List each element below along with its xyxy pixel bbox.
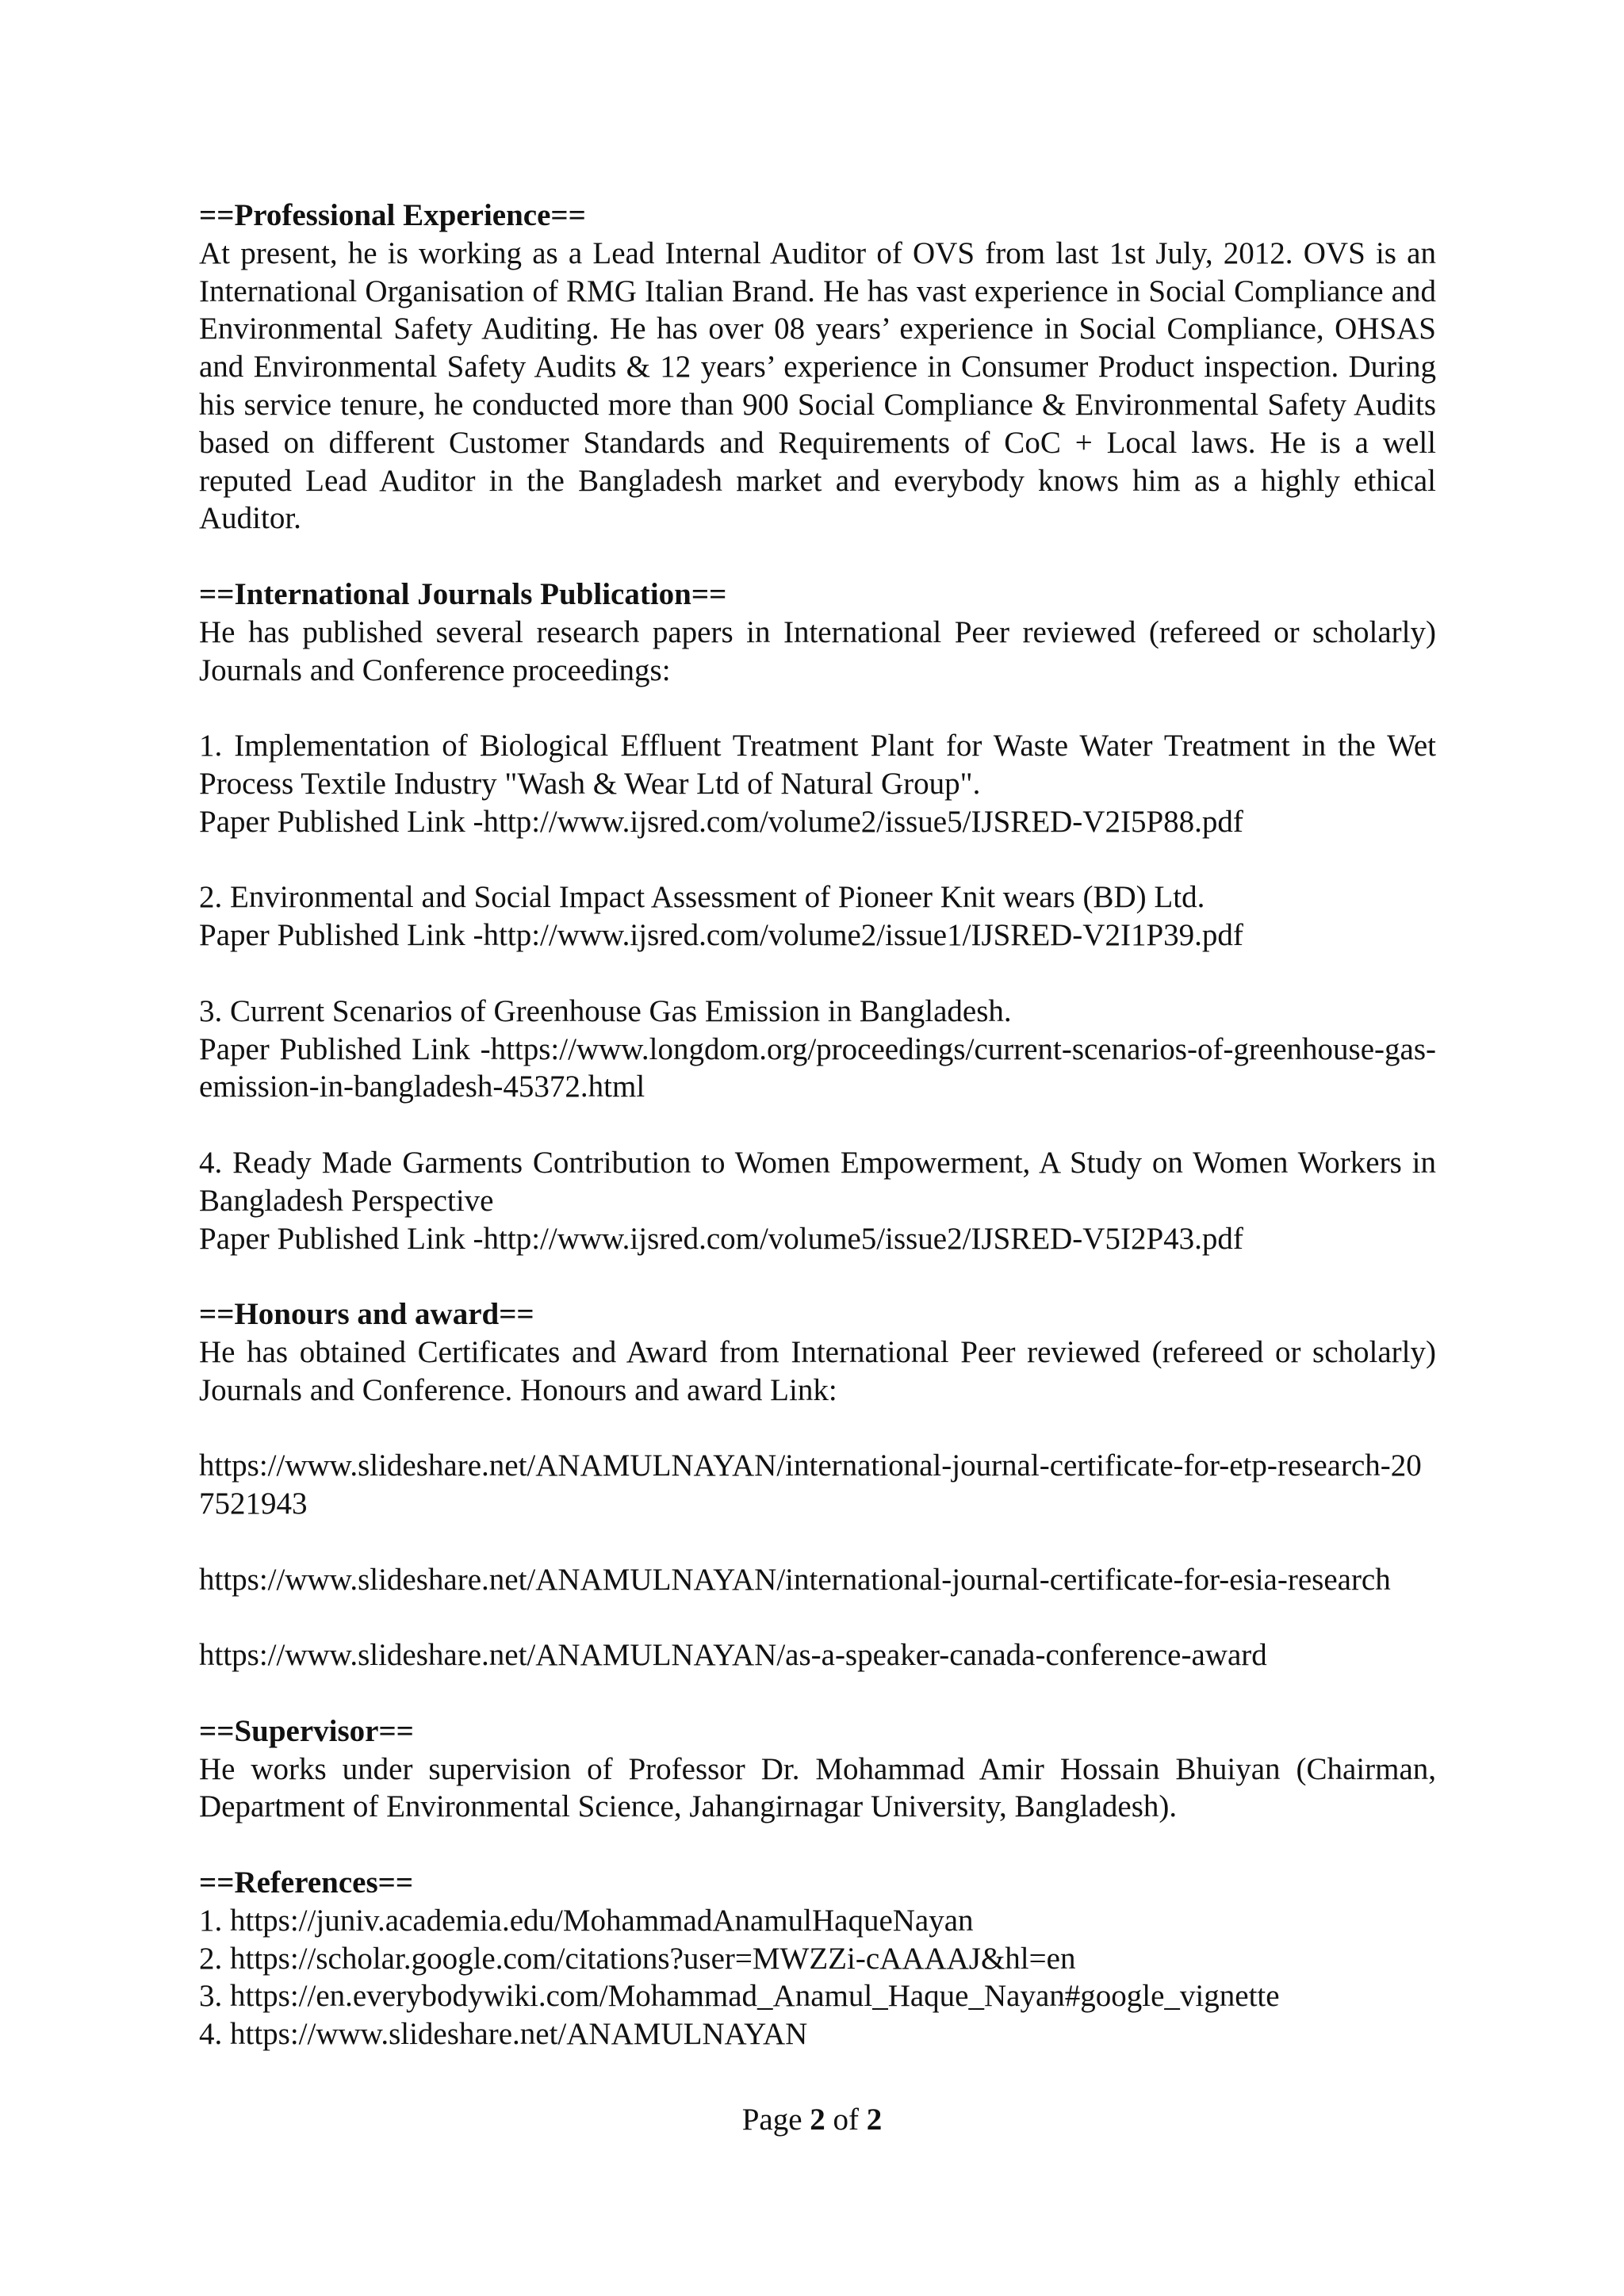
honours-link[interactable]: https://www.slideshare.net/ANAMULNAYAN/international-journal-certificate-for-esia-research	[199, 1562, 1391, 1597]
spacer	[199, 1598, 1436, 1636]
professional-experience-text: At present, he is working as a Lead Internal Auditor of OVS from last 1st July, 2012. OVS is an International Organisation of RMG Italian Brand. He has vast experience in Social Compliance and Environmental Safety Auditing. He has over 08 years’ experience in Social Compliance, OHSAS and Environmental Safety Audits & 12 years’ experience in Consumer Product inspection. During his service tenure, he conducted more than 900 Social Compliance & Environmental Safety Audits based on different Customer Standards and Requirements of CoC + Local laws. He is a well reputed Lead Auditor in the Bangladesh market and everybody knows him as a highly ethical Auditor.	[199, 235, 1436, 536]
spacer	[199, 1523, 1436, 1561]
paper-link: Paper Published Link -http://www.ijsred.com/volume2/issue5/IJSRED-V2I5P88.pdf	[199, 804, 1243, 839]
paper-title: 2. Environmental and Social Impact Assessment of Pioneer Knit wears (BD) Ltd.	[199, 880, 1205, 915]
total-page-number: 2	[866, 2103, 883, 2137]
spacer	[199, 1674, 1436, 1712]
honours-intro-text: He has obtained Certificates and Award from International Peer reviewed (refereed or scholarly) Journals and Conference. Honours and award Link:	[199, 1334, 1436, 1407]
spacer	[199, 538, 1436, 576]
section-heading-supervisor: ==Supervisor==	[199, 1713, 414, 1748]
honours-link[interactable]: https://www.slideshare.net/ANAMULNAYAN/as-a-speaker-canada-conference-award	[199, 1638, 1267, 1673]
section-heading-references: ==References==	[199, 1866, 414, 1900]
reference-item[interactable]: 4. https://www.slideshare.net/ANAMULNAYAN	[199, 2017, 808, 2052]
page-label: Page	[741, 2103, 802, 2137]
spacer	[199, 1257, 1436, 1295]
section-heading-professional-experience: ==Professional Experience==	[199, 198, 586, 232]
spacer	[199, 955, 1436, 993]
spacer	[199, 1826, 1436, 1864]
references-list	[199, 1902, 1436, 2053]
reference-item[interactable]: 2. https://scholar.google.com/citations?user=MWZZi-cAAAAJ&hl=en	[199, 1941, 1076, 1976]
paper-link: Paper Published Link -https://www.longdom.org/proceedings/current-scenarios-of-greenhouse-gas-emission-in-bangladesh-45372.html	[199, 1031, 1436, 1104]
supervisor-text: He works under supervision of Professor Dr. Mohammad Amir Hossain Bhuiyan (Chairman, Department of Environmental Science, Jahangirnagar University, Bangladesh).	[199, 1751, 1436, 1824]
page-footer	[0, 2101, 1624, 2139]
reference-item[interactable]: 1. https://juniv.academia.edu/MohammadAnamulHaqueNayan	[199, 1903, 974, 1938]
spacer	[199, 689, 1436, 727]
page-of-label: of	[833, 2103, 860, 2137]
paper-title: 1. Implementation of Biological Effluent Treatment Plant for Waste Water Treatment in the Wet Process Textile Industry "Wash & Wear Ltd of Natural Group".	[199, 729, 1436, 801]
document-page	[199, 197, 1436, 2053]
paper-link: Paper Published Link -http://www.ijsred.com/volume5/issue2/IJSRED-V5I2P43.pdf	[199, 1221, 1243, 1256]
current-page-number: 2	[810, 2103, 825, 2137]
spacer	[199, 1106, 1436, 1144]
paper-link: Paper Published Link -http://www.ijsred.com/volume2/issue1/IJSRED-V2I1P39.pdf	[199, 918, 1243, 953]
reference-item[interactable]: 3. https://en.everybodywiki.com/Mohammad_Anamul_Haque_Nayan#google_vignette	[199, 1979, 1280, 2014]
journals-intro-text: He has published several research papers in International Peer reviewed (refereed or scholarly) Journals and Conference proceedings:	[199, 614, 1436, 687]
spacer	[199, 841, 1436, 879]
paper-title: 3. Current Scenarios of Greenhouse Gas Emission in Bangladesh.	[199, 993, 1012, 1028]
honours-link[interactable]: https://www.slideshare.net/ANAMULNAYAN/international-journal-certificate-for-etp-research-207521943	[199, 1448, 1422, 1521]
section-heading-honours: ==Honours and award==	[199, 1297, 534, 1332]
paper-title: 4. Ready Made Garments Contribution to Women Empowerment, A Study on Women Workers in Bangladesh Perspective	[199, 1145, 1436, 1218]
section-heading-journals: ==International Journals Publication==	[199, 576, 727, 611]
spacer	[199, 1410, 1436, 1448]
